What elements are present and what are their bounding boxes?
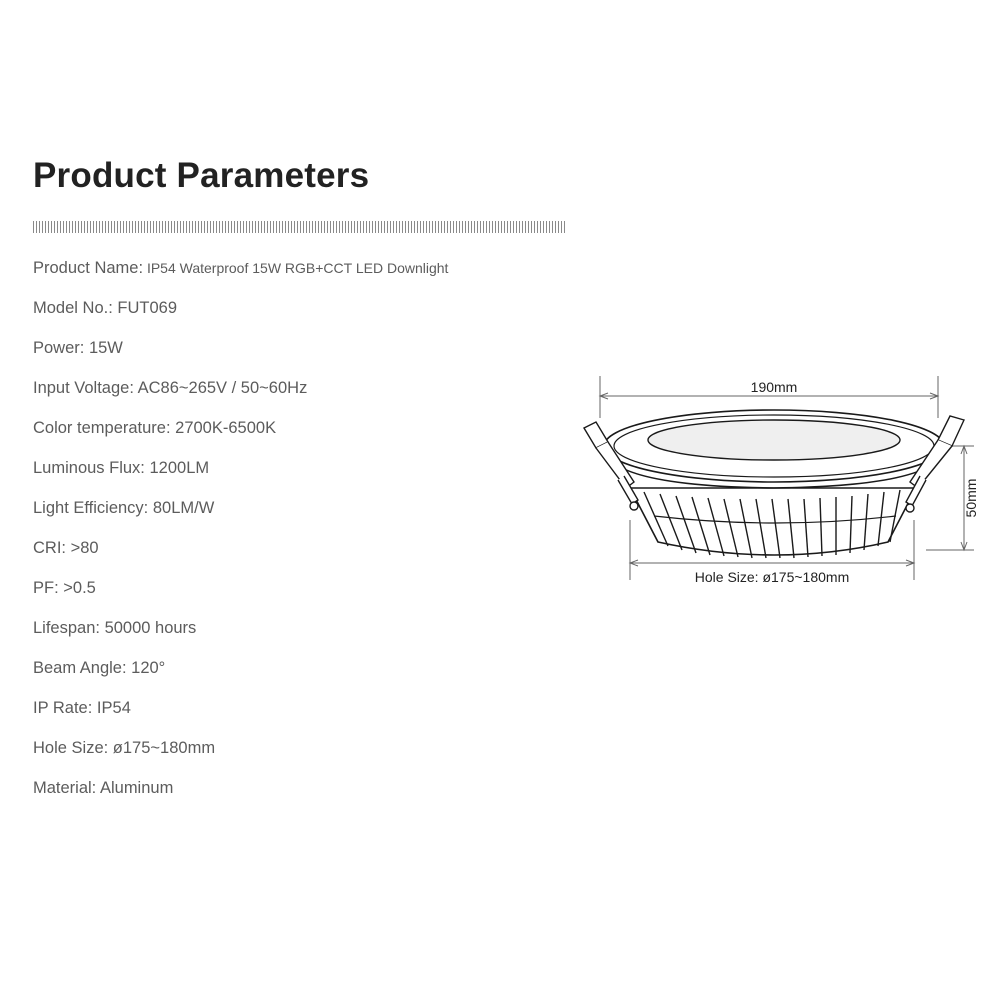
param-value: 2700K-6500K bbox=[175, 419, 277, 437]
page-title: Product Parameters bbox=[33, 156, 370, 195]
param-label: Color temperature: bbox=[33, 419, 171, 437]
param-beam-angle bbox=[33, 656, 448, 696]
param-product-name bbox=[33, 256, 448, 296]
param-ip-rate bbox=[33, 696, 448, 736]
param-lifespan bbox=[33, 616, 448, 656]
parameter-list bbox=[33, 256, 448, 816]
param-label: Product Name: bbox=[33, 259, 144, 277]
param-label: IP Rate: bbox=[33, 699, 93, 717]
title-divider bbox=[33, 221, 567, 233]
param-label: Luminous Flux: bbox=[33, 459, 145, 477]
param-value: Aluminum bbox=[99, 779, 174, 797]
height-label: 50mm bbox=[963, 478, 979, 518]
param-value: 15W bbox=[88, 339, 123, 357]
param-value: >0.5 bbox=[63, 579, 96, 597]
param-label: Lifespan: bbox=[33, 619, 100, 637]
downlight-drawing bbox=[580, 370, 980, 590]
param-input-voltage bbox=[33, 376, 448, 416]
param-value: 120° bbox=[131, 659, 166, 677]
param-light-efficiency bbox=[33, 496, 448, 536]
param-model-no bbox=[33, 296, 448, 336]
param-material bbox=[33, 776, 448, 816]
param-power bbox=[33, 336, 448, 376]
param-value: AC86~265V / 50~60Hz bbox=[137, 379, 308, 397]
hole-size-label: Hole Size: ø175~180mm bbox=[694, 569, 850, 585]
param-hole-size bbox=[33, 736, 448, 776]
param-label: Hole Size: bbox=[33, 739, 109, 757]
param-label: Model No.: bbox=[33, 299, 113, 317]
param-value: >80 bbox=[70, 539, 99, 557]
param-value: ø175~180mm bbox=[112, 739, 216, 757]
param-luminous-flux bbox=[33, 456, 448, 496]
param-value: 80LM/W bbox=[152, 499, 215, 517]
param-label: Light Efficiency: bbox=[33, 499, 149, 517]
param-cri bbox=[33, 536, 448, 576]
param-color-temperature bbox=[33, 416, 448, 456]
downlight-body bbox=[584, 410, 964, 558]
param-value: FUT069 bbox=[117, 299, 177, 317]
param-value: IP54 Waterproof 15W RGB+CCT LED Downlight bbox=[146, 260, 449, 276]
param-label: Input Voltage: bbox=[33, 379, 134, 397]
param-value: IP54 bbox=[96, 699, 131, 717]
param-label: CRI: bbox=[33, 539, 66, 557]
width-label: 190mm bbox=[750, 379, 798, 395]
param-label: Beam Angle: bbox=[33, 659, 127, 677]
param-pf bbox=[33, 576, 448, 616]
param-label: PF: bbox=[33, 579, 59, 597]
param-value: 50000 hours bbox=[104, 619, 197, 637]
downlight-dimension-diagram bbox=[580, 370, 980, 590]
param-value: 1200LM bbox=[149, 459, 210, 477]
param-label: Material: bbox=[33, 779, 97, 797]
param-label: Power: bbox=[33, 339, 85, 357]
